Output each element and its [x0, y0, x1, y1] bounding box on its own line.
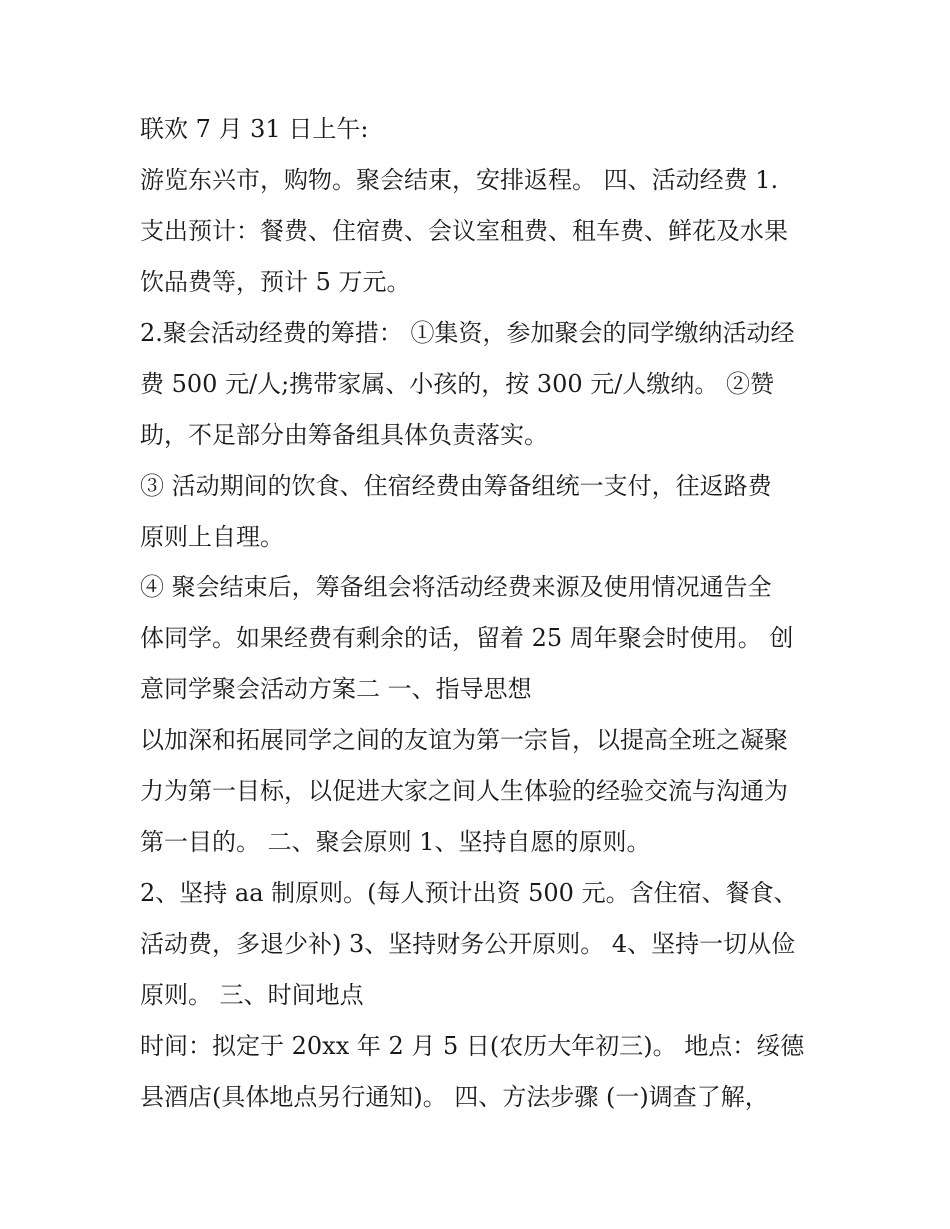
text-line: 费 500 元/人;携带家属、小孩的，按 300 元/人缴纳。 ②赞 — [140, 370, 775, 398]
text-line: 游览东兴市，购物。聚会结束，安排返程。 四、活动经费 1. — [140, 166, 779, 194]
text-line: 第一目的。 二、聚会原则 1、坚持自愿的原则。 — [140, 828, 651, 856]
text-line: 原则。 三、时间地点 — [140, 981, 364, 1009]
text-line: 力为第一目标，以促进大家之间人生体验的经验交流与沟通为 — [140, 777, 788, 805]
text-line: 意同学聚会活动方案二 一、指导思想 — [140, 675, 532, 703]
text-line: ③ 活动期间的饮食、住宿经费由筹备组统一支付，往返路费 — [140, 472, 772, 500]
text-line: 支出预计：餐费、住宿费、会议室租费、租车费、鲜花及水果 — [140, 217, 788, 245]
text-line: 县酒店(具体地点另行通知)。 四、方法步骤 (一)调查了解， — [140, 1083, 769, 1111]
text-line: 助，不足部分由筹备组具体负责落实。 — [140, 421, 548, 449]
text-line: 2、坚持 aa 制原则。(每人预计出资 500 元。含住宿、餐食、 — [140, 879, 798, 907]
text-line: 体同学。如果经费有剩余的话，留着 25 周年聚会时使用。 创 — [140, 624, 794, 652]
text-line: ④ 聚会结束后，筹备组会将活动经费来源及使用情况通告全 — [140, 573, 772, 601]
text-line: 时间：拟定于 20xx 年 2 月 5 日(农历大年初三)。 地点：绥德 — [140, 1032, 805, 1060]
text-line: 联欢 7 月 31 日上午: — [140, 115, 369, 143]
text-line: 饮品费等，预计 5 万元。 — [140, 268, 411, 296]
text-line: 2.聚会活动经费的筹措： ①集资，参加聚会的同学缴纳活动经 — [140, 319, 795, 347]
text-line: 以加深和拓展同学之间的友谊为第一宗旨，以提高全班之凝聚 — [140, 726, 788, 754]
text-line: 活动费，多退少补) 3、坚持财务公开原则。 4、坚持一切从俭 — [140, 930, 796, 958]
text-line: 原则上自理。 — [140, 523, 284, 551]
